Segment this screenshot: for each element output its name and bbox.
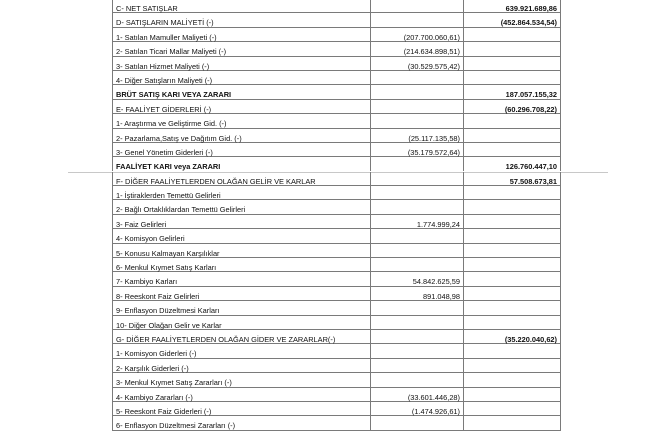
- table-row: [113, 56, 561, 70]
- subtotal-label: FAALİYET KARI veya ZARARI: [113, 157, 371, 171]
- table-row: [113, 329, 561, 343]
- item-label: 5- Reeskont Faiz Giderleri (-): [113, 401, 371, 415]
- item-label: 2- Bağlı Ortaklıklardan Temettü Gelirleri: [113, 200, 371, 214]
- amount-cell: [371, 85, 464, 99]
- item-label: 1- Araştırma ve Geliştirme Gid. (-): [113, 114, 371, 128]
- income-statement-table: [112, 0, 561, 431]
- table-row: [113, 373, 561, 387]
- item-label: 2- Satılan Ticari Mallar Maliyeti (-): [113, 42, 371, 56]
- amount-cell: [371, 0, 464, 13]
- table-row: [113, 171, 561, 185]
- table-row: [113, 200, 561, 214]
- table-row: [113, 70, 561, 84]
- amount-cell: [371, 99, 464, 113]
- item-label: 1- İştiraklerden Temettü Gelirleri: [113, 186, 371, 200]
- amount-cell: [371, 13, 464, 27]
- table-row: [113, 286, 561, 300]
- amount-cell: [371, 171, 464, 185]
- total-cell: [464, 315, 561, 329]
- amount-cell: [371, 157, 464, 171]
- total-cell: [464, 142, 561, 156]
- total-cell: 57.508.673,81: [464, 171, 561, 185]
- total-cell: [464, 387, 561, 401]
- item-label: 2- Pazarlama,Satış ve Dağıtım Gid. (-): [113, 128, 371, 142]
- table-row: [113, 272, 561, 286]
- section-label: C- NET SATIŞLAR: [113, 0, 371, 13]
- total-cell: [464, 272, 561, 286]
- table-row: [113, 142, 561, 156]
- amount-cell: [371, 344, 464, 358]
- item-label: 4- Kambiyo Zararları (-): [113, 387, 371, 401]
- table-row: [113, 128, 561, 142]
- amount-cell: [371, 243, 464, 257]
- item-label: 3- Menkul Kıymet Satış Zararları (-): [113, 373, 371, 387]
- total-cell: [464, 229, 561, 243]
- total-cell: [464, 373, 561, 387]
- table-row: [113, 387, 561, 401]
- section-label: G- DİĞER FAALİYETLERDEN OLAĞAN GİDER VE ZARARLAR(-): [113, 329, 371, 343]
- item-label: 1- Satılan Mamuller Maliyeti (-): [113, 27, 371, 41]
- amount-cell: 1.774.999,24: [371, 214, 464, 228]
- amount-cell: (25.117.135,58): [371, 128, 464, 142]
- item-label: 2- Karşılık Giderleri (-): [113, 358, 371, 372]
- subtotal-label: BRÜT SATIŞ KARI VEYA ZARARI: [113, 85, 371, 99]
- table-row: [113, 229, 561, 243]
- amount-cell: 54.842.625,59: [371, 272, 464, 286]
- total-cell: 187.057.155,32: [464, 85, 561, 99]
- section-label: E- FAALİYET GİDERLERİ (-): [113, 99, 371, 113]
- item-label: 5- Konusu Kalmayan Karşılıklar: [113, 243, 371, 257]
- amount-cell: (33.601.446,28): [371, 387, 464, 401]
- table-row: [113, 315, 561, 329]
- amount-cell: [371, 301, 464, 315]
- total-cell: [464, 286, 561, 300]
- item-label: 6- Menkul Kıymet Satış Karları: [113, 258, 371, 272]
- total-cell: [464, 186, 561, 200]
- total-cell: [464, 258, 561, 272]
- table-row: [113, 301, 561, 315]
- item-label: 1- Komisyon Giderleri (-): [113, 344, 371, 358]
- total-cell: [464, 200, 561, 214]
- item-label: 9- Enflasyon Düzeltmesi Karları: [113, 301, 371, 315]
- table-row: [113, 243, 561, 257]
- total-cell: [464, 301, 561, 315]
- amount-cell: [371, 200, 464, 214]
- table-row: [113, 416, 561, 430]
- item-label: 3- Satılan Hizmet Maliyeti (-): [113, 56, 371, 70]
- amount-cell: [371, 358, 464, 372]
- total-cell: 126.760.447,10: [464, 157, 561, 171]
- total-cell: [464, 401, 561, 415]
- amount-cell: [371, 373, 464, 387]
- amount-cell: [371, 229, 464, 243]
- item-label: 7- Kambiyo Karları: [113, 272, 371, 286]
- total-cell: [464, 114, 561, 128]
- table-row: [113, 114, 561, 128]
- total-cell: [464, 56, 561, 70]
- table-row: [113, 85, 561, 99]
- total-cell: (452.864.534,54): [464, 13, 561, 27]
- table-row: [113, 42, 561, 56]
- total-cell: [464, 214, 561, 228]
- amount-cell: 891.048,98: [371, 286, 464, 300]
- section-label: D- SATIŞLARIN MALİYETİ (-): [113, 13, 371, 27]
- amount-cell: (35.179.572,64): [371, 142, 464, 156]
- amount-cell: (30.529.575,42): [371, 56, 464, 70]
- table-row: [113, 214, 561, 228]
- total-cell: [464, 358, 561, 372]
- table-row: [113, 13, 561, 27]
- amount-cell: (207.700.060,61): [371, 27, 464, 41]
- amount-cell: [371, 315, 464, 329]
- section-label: F- DİĞER FAALİYETLERDEN OLAĞAN GELİR VE KARLAR: [113, 171, 371, 185]
- table-row: [113, 401, 561, 415]
- item-label: 8- Reeskont Faiz Gelirleri: [113, 286, 371, 300]
- total-cell: [464, 243, 561, 257]
- total-cell: (60.296.708,22): [464, 99, 561, 113]
- amount-cell: [371, 416, 464, 430]
- amount-cell: [371, 114, 464, 128]
- total-cell: [464, 70, 561, 84]
- total-cell: [464, 27, 561, 41]
- total-cell: 639.921.689,86: [464, 0, 561, 13]
- amount-cell: (214.634.898,51): [371, 42, 464, 56]
- amount-cell: (1.474.926,61): [371, 401, 464, 415]
- amount-cell: [371, 186, 464, 200]
- table-row: [113, 258, 561, 272]
- amount-cell: [371, 70, 464, 84]
- total-cell: [464, 344, 561, 358]
- table-row: [113, 99, 561, 113]
- table-row: [113, 358, 561, 372]
- item-label: 4- Diğer Satışların Maliyeti (-): [113, 70, 371, 84]
- item-label: 6- Enflasyon Düzeltmesi Zararları (-): [113, 416, 371, 430]
- table-row: [113, 27, 561, 41]
- amount-cell: [371, 258, 464, 272]
- item-label: 3- Genel Yönetim Giderleri (-): [113, 142, 371, 156]
- table-row: [113, 157, 561, 171]
- total-cell: [464, 416, 561, 430]
- amount-cell: [371, 329, 464, 343]
- table-row: [113, 344, 561, 358]
- total-cell: [464, 42, 561, 56]
- table-row: [113, 186, 561, 200]
- item-label: 10- Diğer Olağan Gelir ve Karlar: [113, 315, 371, 329]
- item-label: 4- Komisyon Gelirleri: [113, 229, 371, 243]
- item-label: 3- Faiz Gelirleri: [113, 214, 371, 228]
- total-cell: (35.220.040,62): [464, 329, 561, 343]
- total-cell: [464, 128, 561, 142]
- table-row: [113, 0, 561, 13]
